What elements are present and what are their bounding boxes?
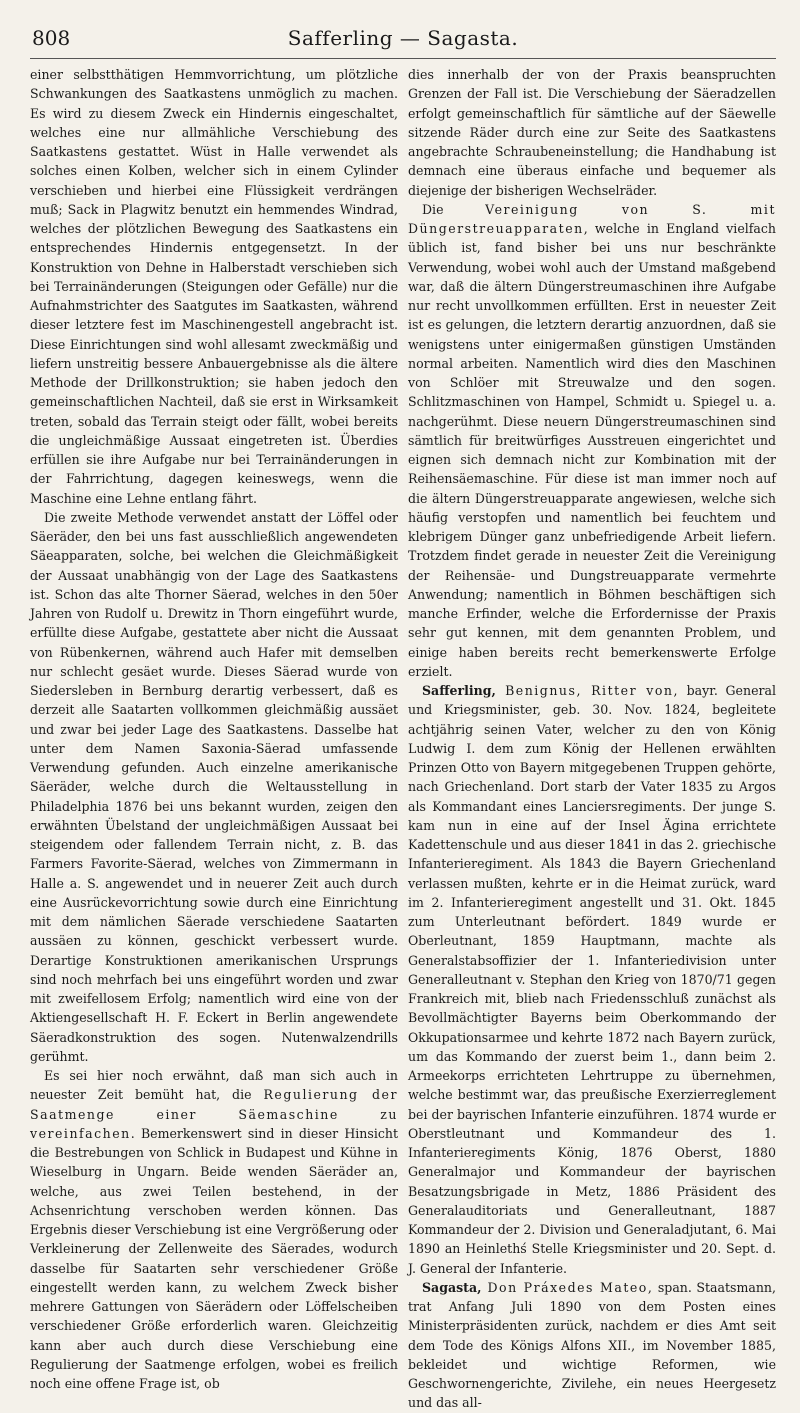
- running-title: Safferling — Sagasta.: [287, 26, 519, 50]
- entry-lemma: Safferling,: [422, 683, 496, 698]
- page-number: 808: [32, 26, 71, 50]
- entry-lemma: Sagasta,: [422, 1279, 482, 1295]
- right-column: [408, 65, 776, 1413]
- entry-text: span. Staatsmann, trat Anfang Juli 1890 von dem Posten eines Ministerpräsidenten zurück, nachdem er dies Amt seit dem Tode des Königs Alfons XII., im November 1885, bekleidet und wichtige Reformen, wie Geschwornengerichte, Zivilehe, ein neues Heergesetz und das all-: [408, 1279, 776, 1411]
- paragraph-text: Die: [422, 201, 486, 217]
- paragraph: [30, 1066, 398, 1393]
- text-columns: [30, 65, 776, 1413]
- entry-sagasta: [408, 1278, 776, 1413]
- left-column: [30, 65, 398, 1413]
- paragraph: dies innerhalb der von der Praxis beanspruchten Grenzen der Fall ist. Die Verschiebung der Säeradzellen erfolgt gemeinschaftlich für sämtliche auf der Säewelle sitzende Räder durch eine zur Seite des Saatkastens angebrachte Schraubeneinstellung; die Handhabung ist demnach eine überaus einfache und bequemer als diejenige der bisherigen Wechselräder.: [408, 67, 776, 198]
- entry-text: bayr. General und Kriegsminister, geb. 30. Nov. 1824, begleitete achtjährig seinen Vater, welcher zu den von König Ludwig I. dem zum König der Hellenen erwählten Prinzen Otto von Bayern mitgegebenen Truppen gehörte, nach Griechenland. Dort starb der Vater 1835 zu Argos als Kommandant eines Lanciersregiments. Der junge S. kam nun in eine auf der Insel Ägina errichtete Kadettenschule und aus dieser 1841 in das 2. griechische Infanterieregiment. Als 1843 die Bayern Griechenland verlassen mußten, kehrte er in die Heimat zurück, ward im 2. Infanterieregiment angestellt und 31. Okt. 1845 zum Unterleutnant befördert. 1849 wurde er Oberleutnant, 1859 Hauptmann, machte als Generalstabsoffizier der 1. Infanteriedivision unter Generalleutnant v. Stephan den Krieg von 1870/71 gegen Frankreich mit, blieb nach Friedensschluß zunächst als Bevollmächtigter Bayerns beim Oberkommando der Okkupationsarmee und kehrte 1872 nach Bayern zurück, um das Kommando der zuerst beim 1., dann beim 2. Armeekorps errichteten Lehrtruppe zu übernehmen, welche bestimmt war, das preußische Exerzierreglement bei der bayrischen Infanterie einzuführen. 1874 wurde er Oberstleutnant und Kommandeur des 1. Infanterieregiments König, 1876 Oberst, 1880 Generalmajor und Kommandeur der bayrischen Besatzungsbrigade in Metz, 1886 Präsident des Generalauditoriats und Generalleutnant, 1887 Kommandeur der 2. Division und Generaladjutant, 6. Mai 1890 an Heinlethś Stelle Kriegsminister und 20. Sept. d. J. General der Infanterie.: [408, 683, 776, 1276]
- paragraph-text: . Bemerkenswert sind in dieser Hinsicht die Bestrebungen von Schlick in Budapest und Kühne in Wieselburg in Ungarn. Beide wenden Säeräder an, welche, aus zwei Teilen bestehend, in der Achsenrichtung verschoben werden können. Das Ergebnis dieser Verschiebung ist eine Vergrößerung oder Verkleinerung der Zellenweite des Säerades, wodurch dasselbe für Saatarten sehr verschiedener Größe eingestellt werden kann, zu welchem Zweck bisher mehrere Gattungen von Säerädern oder Löffelscheiben verschiedener Größe erforderlich waren. Gleichzeitig kann aber auch durch diese Verschiebung eine Regulierung der Saatmenge erfolgen, wobei es freilich noch eine offene Frage ist, ob: [30, 1125, 398, 1391]
- spaced-emphasis: Regulierung der Saatmenge einer Säemaschine zu vereinfachen: [30, 1087, 398, 1141]
- entry-name: Benignus, Ritter von,: [495, 683, 679, 698]
- paragraph-text: , welche in England vielfach üblich ist, fand bisher bei uns nur beschränkte Verwendung, wobei wohl auch der Umstand maßgebend war, daß die ältern Düngerstreumaschinen ihre Aufgabe nur recht unvollkommen erfüllten. Erst in neuester Zeit ist es gelungen, die letztern derartig anzuordnen, daß sie wenigstens unter einigermaßen günstigen Umständen normal arbeiten. Namentlich wird dies den Maschinen von Schlöer mit Streuwalze und den sogen. Schlitzmaschinen von Hampel, Schmidt u. Spiegel u. a. nachgerühmt. Diese neuern Düngerstreumaschinen sind sämtlich für breitwürfiges Ausstreuen eingerichtet und eignen sich demnach nicht zur Kombination mit der Reihensäemaschine. Für diese ist man immer noch auf die ältern Düngerstreuapparate angewiesen, welche sich häufig verstopfen und namentlich bei feuchtem und klebrigem Dünger ganz unbefriedigende Arbeit liefern. Trotzdem findet gerade in neuester Zeit die Vereinigung der Reihensäe- und Dungstreuapparate vermehrte Anwendung; namentlich in Böhmen beschäftigen sich manche Erfinder, welche die Erfordernisse der Praxis sehr gut kennen, mit dem genannten Problem, und einige haben bereits recht bemerkenswerte Erfolge erzielt.: [408, 221, 776, 679]
- spaced-emphasis: Vereinigung von S. mit Düngerstreuapparaten: [408, 201, 776, 236]
- paragraph-text: Es sei hier noch erwähnt, daß man sich auch in neuester Zeit bemüht hat, die: [30, 1068, 398, 1103]
- entry-name: Don Práxedes Mateo,: [481, 1279, 654, 1295]
- page-header: [30, 22, 776, 59]
- paragraph: Die zweite Methode verwendet anstatt der Löffel oder Säeräder, den bei uns fast ausschließlich angewendeten Säeapparaten, solche, bei welchen die Gleichmäßigkeit der Aussaat unabhängig von der Lage des Saatkastens ist. Schon das alte Thorner Säerad, welches in den 50er Jahren von Rudolf u. Drewitz in Thorn eingeführt wurde, erfüllte diese Aufgabe, gestattete aber nicht die Aussaat von Rübenkernen, während auch Hafer mit demselben nur schlecht gesäet wurde. Dieses Säerad wurde von Siedersleben in Bernburg derartig verbessert, daß es derzeit alle Saatarten vollkommen gleichmäßig aussäet und zwar bei jeder Lage des Saatkastens. Dasselbe hat unter dem Namen Saxonia-Säerad umfassende Verwendung gefunden. Auch einzelne amerikanische Säeräder, welche durch die Weltausstellung in Philadelphia 1876 bei uns bekannt wurden, zeigen den erwähnten Übelstand der ungleichmäßigen Aussaat bei steigendem oder fallendem Terrain nicht, z. B. das Farmers Favorite-Säerad, welches von Zimmermann in Halle a. S. angewendet und in neuerer Zeit auch durch eine Ausrückevorrichtung sowie durch eine Einrichtung mit dem nämlichen Säerade verschiedene Saatarten aussäen zu können, geschickt verbessert wurde. Derartige Konstruktionen amerikanischen Ursprungs sind noch mehrfach bei uns eingeführt worden und zwar mit zweifellosem Erfolg; namentlich wird eine von der Aktiengesellschaft H. F. Eckert in Berlin angewendete Säeradkonstruktion des sogen. Nutenwalzendrills gerühmt.: [30, 509, 398, 1064]
- entry-safferling: [408, 681, 776, 1278]
- paragraph: [408, 200, 776, 681]
- paragraph: einer selbstthätigen Hemmvorrichtung, um plötzliche Schwankungen des Saatkastens unmöglich zu machen. Es wird zu diesem Zweck ein Hindernis eingeschaltet, welches eine nur allmähliche Verschiebung des Saatkastens gestattet. Wüst in Halle verwendet als solches einen Kolben, welcher sich in einem Cylinder verschieben und hierbei eine Flüssigkeit verdrängen muß; Sack in Plagwitz benutzt ein hemmendes Windrad, welches der plötzlichen Bewegung des Saatkastens ein entsprechendes Hindernis entgegensetzt. In der Konstruktion von Dehne in Halberstadt verschieben sich bei Terrainänderungen (Steigungen oder Gefälle) nur die Aufnahmstrichter des Saatgutes im Saatkasten, während dieser letztere fest im Maschinengestell angebracht ist. Diese Einrichtungen sind wohl allesamt zweckmäßig und liefern unstreitig bessere Anbauergebnisse als die ältere Methode der Drillkonstruktion; sie haben jedoch den gemeinschaftlichen Nachteil, daß sie erst in Wirksamkeit treten, sobald das Terrain steigt oder fällt, wobei bereits die ungleichmäßige Aussaat eingetreten ist. Überdies erfüllen sie ihre Aufgabe nur bei Terrainänderungen in der Fahrrichtung, dagegen keineswegs, wenn die Maschine eine Lehne entlang fährt.: [30, 67, 398, 506]
